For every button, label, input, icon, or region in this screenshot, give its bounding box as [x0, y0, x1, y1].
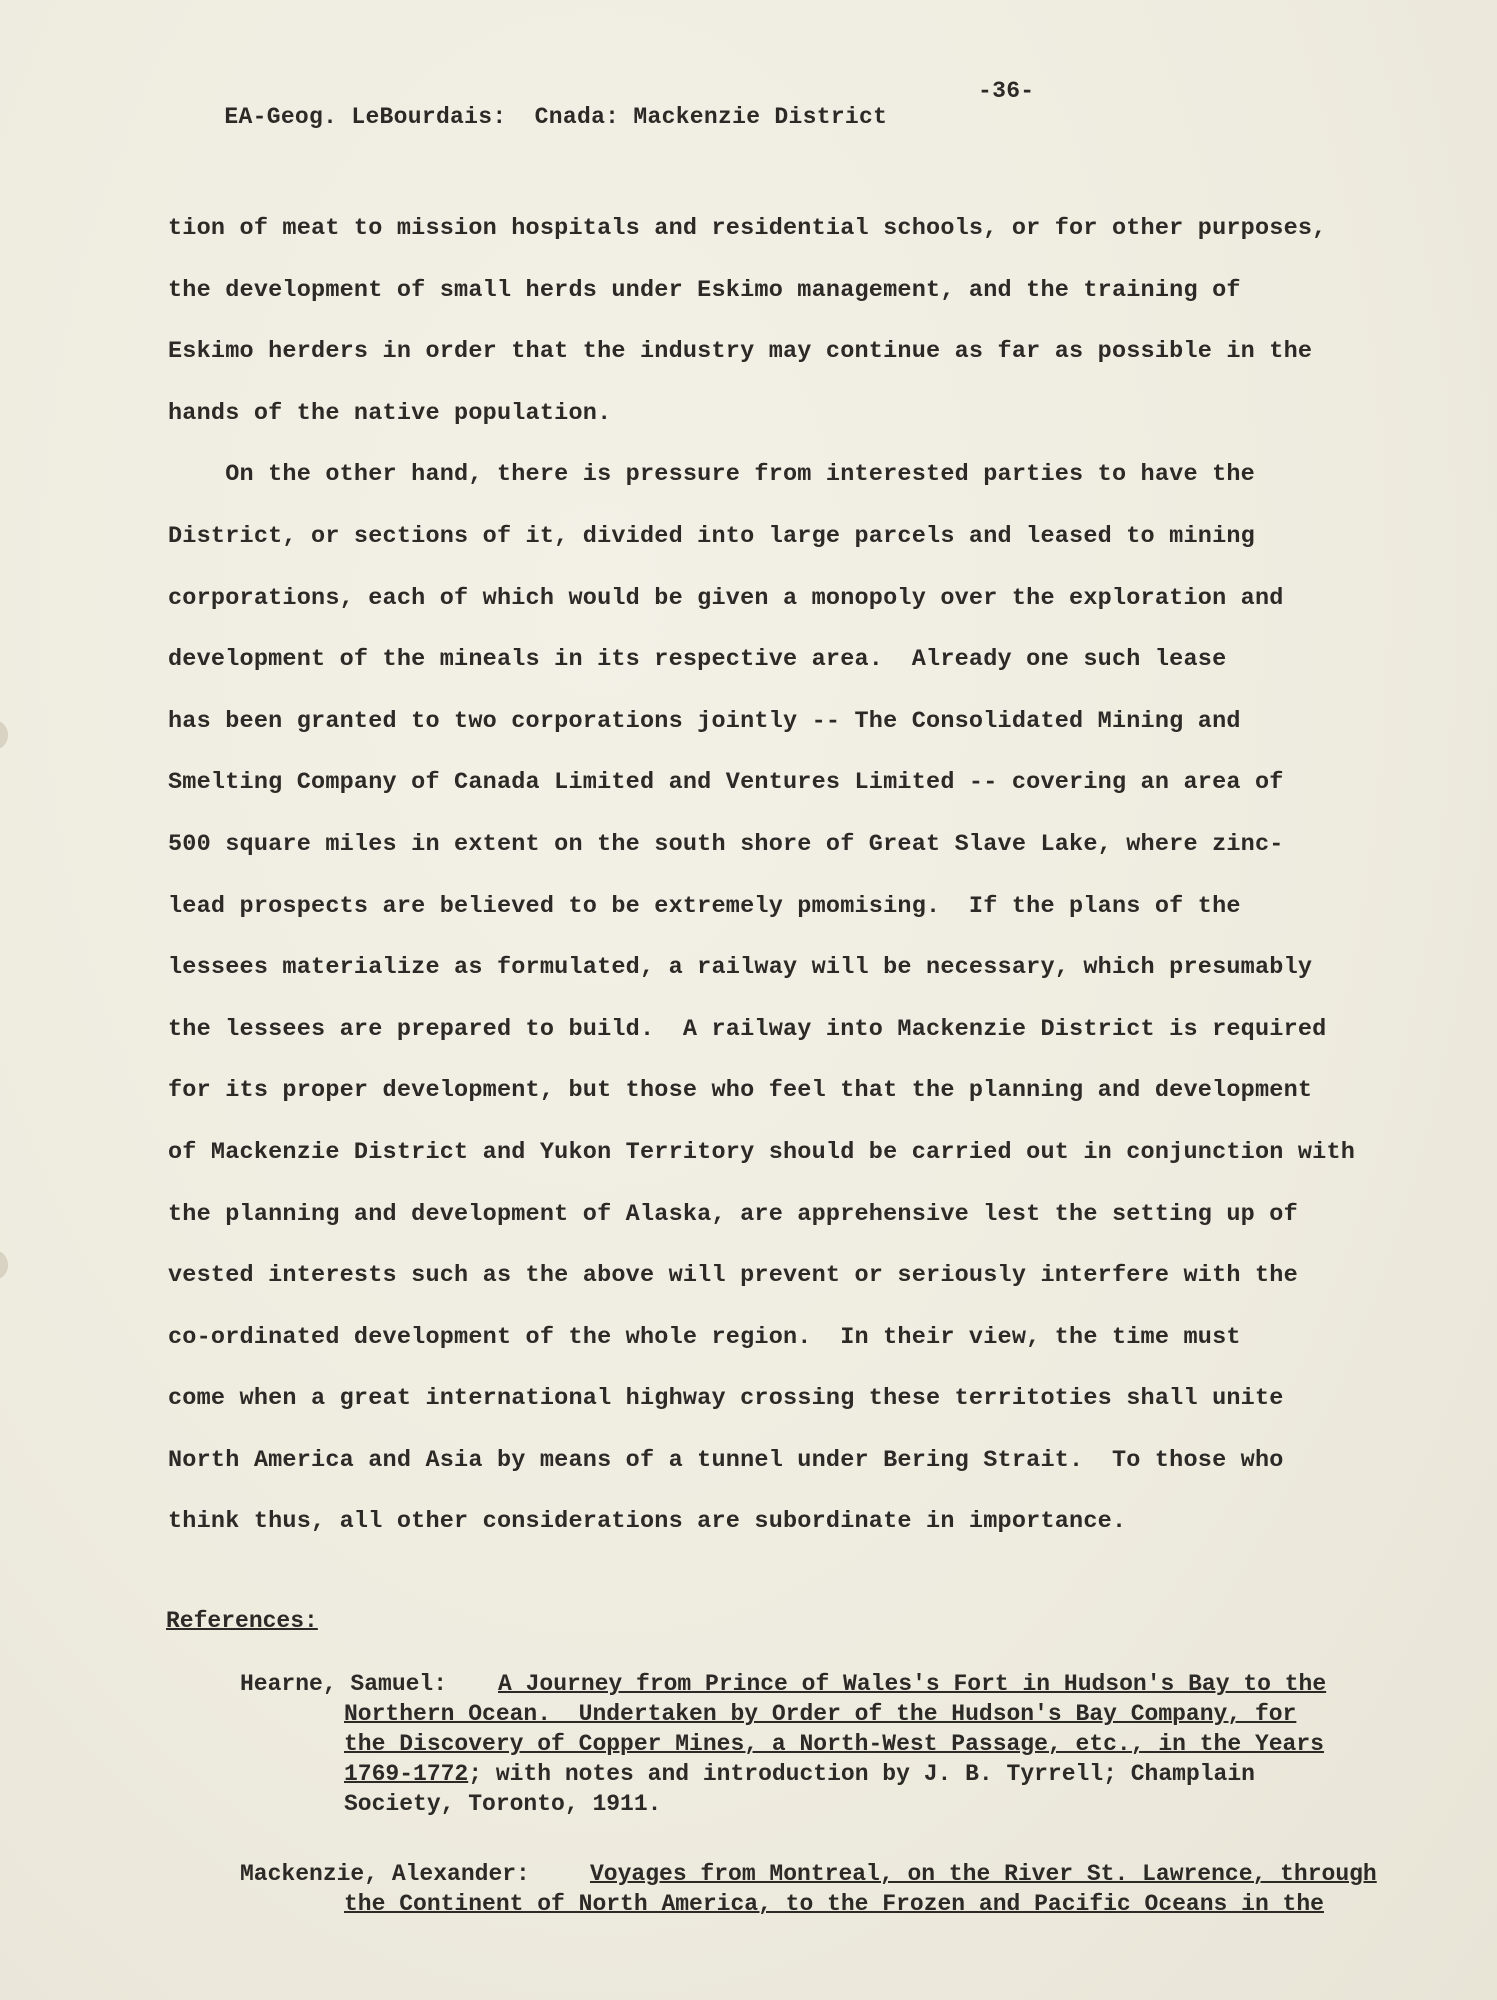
reference-line [498, 1668, 1326, 1700]
body-line: vested interests such as the above will prevent or seriously interfere with the [168, 1262, 1298, 1290]
body-line: tion of meat to mission hospitals and residential schools, or for other purposes, [168, 215, 1327, 242]
reference-title-text: the Discovery of Copper Mines, a North-West Passage, etc., in the Years [344, 1731, 1324, 1757]
reference-text: ; with notes and introduction by J. B. Tyrrell; Champlain [468, 1761, 1255, 1787]
page-number: -36- [978, 78, 1035, 104]
body-line: come when a great international highway crossing these territoties shall unite [168, 1385, 1284, 1413]
body-line: lessees materialize as formulated, a railway will be necessary, which presumably [168, 954, 1313, 982]
body-line: development of the mineals in its respective area. Already one such lease [168, 646, 1227, 674]
reference-line [344, 1728, 1324, 1760]
body-line: the development of small herds under Eskimo management, and the training of [168, 276, 1241, 304]
punch-hole [0, 720, 8, 750]
body-line: of Mackenzie District and Yukon Territory should be carried out in conjunction with [168, 1138, 1356, 1166]
reference-title-text: the Continent of North America, to the Frozen and Pacific Oceans in the [344, 1891, 1324, 1917]
reference-title-text: 1769-1772 [344, 1761, 469, 1787]
reference-title-text: Voyages from Montreal, on the River St. Lawrence, through [590, 1861, 1377, 1887]
body-line: the planning and development of Alaska, are apprehensive lest the setting up of [168, 1200, 1298, 1228]
page-header [168, 78, 1035, 182]
body-text [168, 198, 1448, 1553]
reference-line [590, 1858, 1377, 1890]
body-line: On the other hand, there is pressure from interested parties to have the [168, 461, 1255, 489]
references-heading: References: [166, 1608, 318, 1634]
reference-line [344, 1888, 1324, 1920]
body-line: corporations, each of which would be given a monopoly over the exploration and [168, 584, 1284, 612]
body-line: has been granted to two corporations jointly -- The Consolidated Mining and [168, 707, 1241, 735]
body-line: co-ordinated development of the whole region. In their view, the time must [168, 1323, 1241, 1351]
reference-title-text: Northern Ocean. Undertaken by Order of the Hudson's Bay Company, for [344, 1701, 1297, 1727]
body-line: hands of the native population. [168, 399, 612, 427]
body-line: Smelting Company of Canada Limited and Ventures Limited -- covering an area of [168, 769, 1284, 797]
reference-line [344, 1788, 661, 1820]
body-line: for its proper development, but those who feel that the planning and development [168, 1077, 1313, 1105]
reference-text: Society, Toronto, 1911. [344, 1791, 662, 1817]
body-line: think thus, all other considerations are subordinate in importance. [168, 1508, 1127, 1536]
body-line: 500 square miles in extent on the south shore of Great Slave Lake, where zinc- [168, 830, 1284, 858]
body-line: North America and Asia by means of a tunnel under Bering Strait. To those who [168, 1446, 1284, 1474]
body-line: lead prospects are believed to be extremely pmomising. If the plans of the [168, 892, 1241, 920]
reference-entry [240, 1668, 1480, 1838]
header-title: EA-Geog. LeBourdais: Cnada: Mackenzie District [224, 104, 888, 130]
reference-line [344, 1758, 1255, 1790]
reference-line [344, 1698, 1296, 1730]
reference-author: Mackenzie, Alexander: [240, 1861, 530, 1887]
body-line: Eskimo herders in order that the industry may continue as far as possible in the [168, 338, 1313, 366]
reference-author: Hearne, Samuel: [240, 1671, 448, 1697]
body-line: District, or sections of it, divided into large parcels and leased to mining [168, 522, 1255, 550]
body-line: the lessees are prepared to build. A railway into Mackenzie District is required [168, 1015, 1327, 1043]
reference-entry [240, 1858, 1490, 1938]
punch-hole [0, 1250, 8, 1280]
reference-title-text: A Journey from Prince of Wales's Fort in Hudson's Bay to the [498, 1671, 1327, 1697]
